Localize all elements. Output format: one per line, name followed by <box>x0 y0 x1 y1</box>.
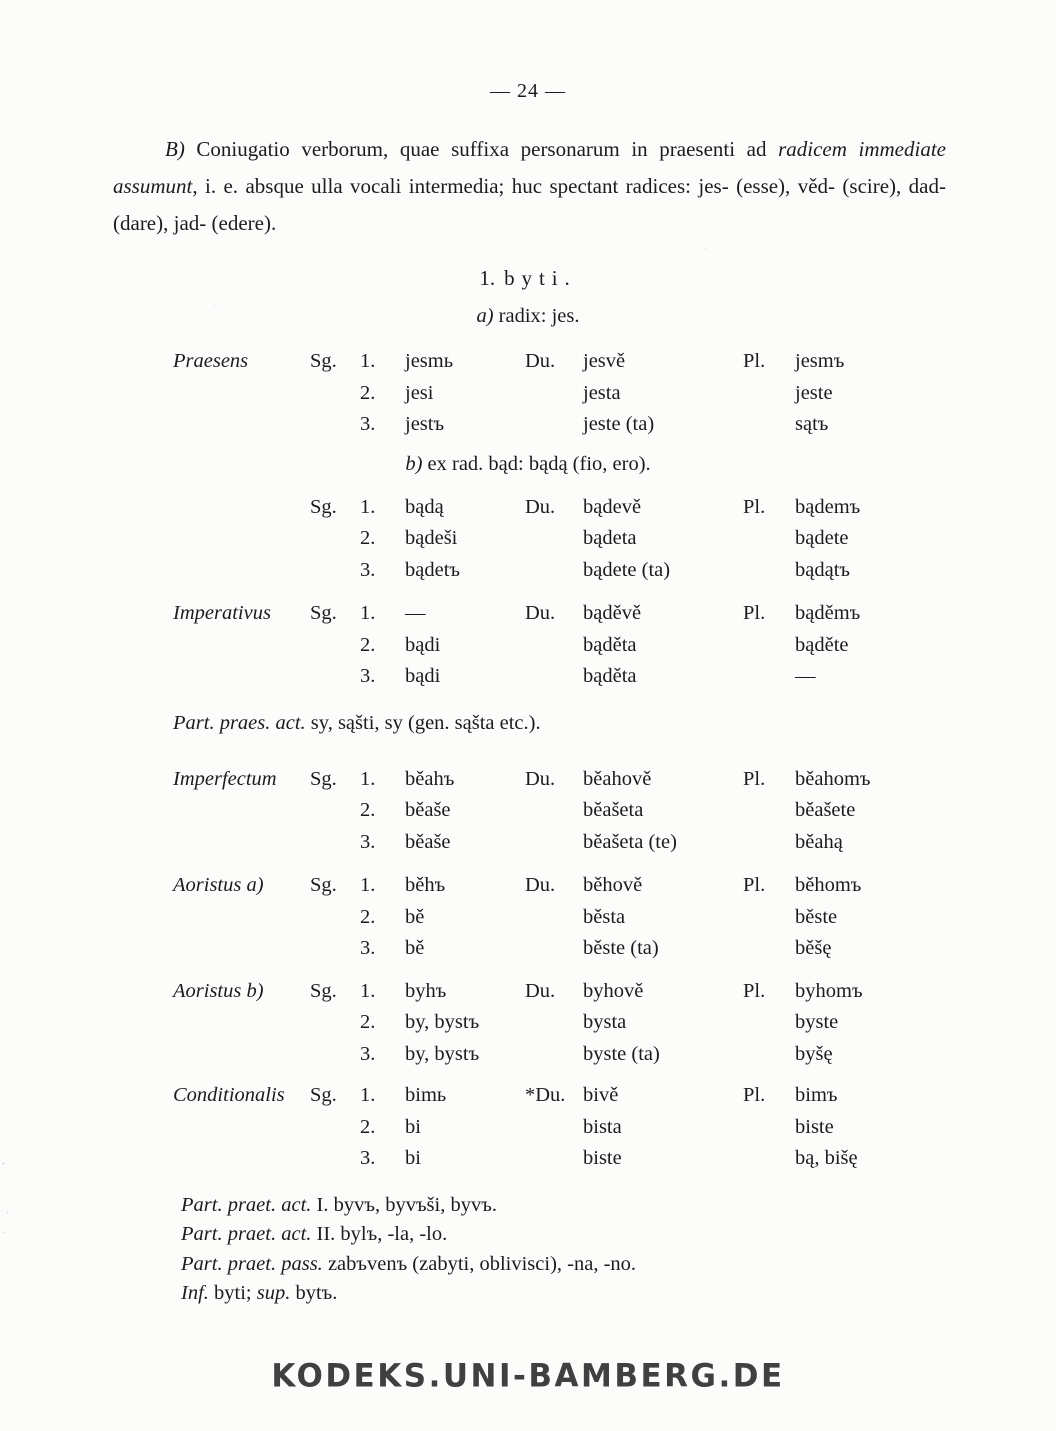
intro-lead: B) <box>165 137 185 161</box>
sup-form: bytъ. <box>290 1282 338 1304</box>
person-number: 3. <box>360 558 376 581</box>
person-number: 2. <box>360 799 376 821</box>
paradigm-row <box>173 630 996 662</box>
part-praes-act-forms: sy, sąšti, sy (gen. sąšta etc.). <box>305 711 541 734</box>
paradigm-conditionalis <box>173 1080 996 1175</box>
du-label: Du. <box>525 874 556 896</box>
section-number: 1. <box>479 266 496 290</box>
du-form: jesvě <box>583 350 626 372</box>
du-form: běsta <box>583 905 626 928</box>
person-number: 1. <box>360 874 376 896</box>
intro-paragraph <box>113 131 946 242</box>
du-form: běašeta (te) <box>583 830 677 853</box>
subheading-b-marker: b) <box>405 452 423 475</box>
sg-form: byhъ <box>405 979 447 1002</box>
pl-form: — <box>795 665 816 687</box>
sg-form: běaše <box>405 799 451 821</box>
sg-form: jesmь <box>405 350 454 372</box>
part-praet-act-1-line <box>181 1191 1056 1221</box>
paradigm-row <box>173 902 996 934</box>
participle-block <box>181 1191 1056 1309</box>
sg-form: bi <box>405 1115 421 1138</box>
du-form: běahově <box>583 767 652 790</box>
du-form: bąděvě <box>583 602 642 624</box>
sg-form: by, bystъ <box>405 1042 480 1065</box>
person-number: 3. <box>360 665 376 687</box>
sg-label: Sg. <box>310 602 337 624</box>
subheading-a-text: radix: jes. <box>493 305 580 327</box>
page-number: — 24 — <box>490 80 566 102</box>
du-form: bądevě <box>583 495 642 518</box>
pl-form: běahomъ <box>795 767 871 790</box>
subheading-b <box>0 453 1056 476</box>
pl-form: bą, bišę <box>795 1147 858 1169</box>
part-praet-pass-line <box>181 1250 1056 1280</box>
sg-form: běaše <box>405 830 451 853</box>
du-label: Du. <box>525 602 556 624</box>
paradigm-imperfectum <box>173 764 996 859</box>
paradigm-row <box>173 870 996 902</box>
paradigm-aoristus-a <box>173 870 996 965</box>
subheading-b-text: ex rad. bąd: bądą (fio, ero). <box>422 452 651 475</box>
paradigm-row <box>173 933 996 965</box>
pl-label: Pl. <box>743 350 766 372</box>
pl-label: Pl. <box>743 495 766 518</box>
paradigm-row <box>173 1143 996 1175</box>
person-number: 2. <box>360 905 376 928</box>
pl-form: běahą <box>795 830 843 853</box>
person-number: 3. <box>360 830 376 853</box>
paradigm-row <box>173 795 996 827</box>
part-praet-act-2-label: Part. praet. act. <box>181 1223 312 1245</box>
paradigm-praesens <box>173 346 996 441</box>
person-number: 1. <box>360 495 376 518</box>
paradigm-row <box>173 976 996 1008</box>
tense-label: Imperativus <box>173 602 271 624</box>
du-label: Du. <box>525 495 556 518</box>
intro-text-1: Coniugatio verborum, quae suffixa personarum in praesenti ad <box>184 137 779 161</box>
part-praes-act-label: Part. praes. act. <box>173 711 306 734</box>
paradigm-row <box>173 378 996 410</box>
sg-label: Sg. <box>310 350 337 372</box>
du-form: biste <box>583 1147 622 1169</box>
du-form: jesta <box>583 381 621 404</box>
inf-label: Inf. <box>181 1282 209 1304</box>
sg-form: bimь <box>405 1084 447 1106</box>
sg-label: Sg. <box>310 874 337 896</box>
sg-form: bądą <box>405 495 444 518</box>
paradigm-row <box>173 1039 996 1071</box>
du-form: jeste (ta) <box>583 413 655 435</box>
person-number: 2. <box>360 527 376 549</box>
sg-label: Sg. <box>310 979 337 1002</box>
pl-form: byšę <box>795 1042 833 1065</box>
sg-form: by, bystъ <box>405 1011 480 1033</box>
pl-label: Pl. <box>743 1084 766 1106</box>
du-form: bąděta <box>583 665 637 687</box>
intro-text-2: , i. e. absque ulla vocali intermedia; huc spectant radices: jes- (esse), věd- (scire), dad- (dare), jad- (edere). <box>113 174 946 235</box>
du-form: běašeta <box>583 799 644 821</box>
sg-label: Sg. <box>310 1084 337 1106</box>
tense-label: Praesens <box>173 350 249 372</box>
du-form: bivě <box>583 1084 619 1106</box>
tense-label: Conditionalis <box>173 1084 285 1106</box>
tense-label: Imperfectum <box>173 767 277 790</box>
sg-form: bądi <box>405 665 441 687</box>
paradigm-aoristus-b <box>173 976 996 1071</box>
pl-form: jesmъ <box>795 350 845 372</box>
person-number: 2. <box>360 633 376 656</box>
pl-form: bimъ <box>795 1084 838 1106</box>
part-praet-pass-forms: zabъvenъ (zabyti, oblivisci), -na, -no. <box>322 1252 637 1275</box>
pl-form: běšę <box>795 937 832 959</box>
person-number: 3. <box>360 1042 376 1065</box>
du-form: bista <box>583 1115 622 1138</box>
pl-form: bąděmъ <box>795 602 861 624</box>
inf-form: byti; <box>208 1282 257 1304</box>
sg-form: běhъ <box>405 874 446 896</box>
sg-form: bě <box>405 905 425 928</box>
pl-form: bądete <box>795 527 849 549</box>
pl-form: běste <box>795 905 838 928</box>
sg-form: jesi <box>405 381 434 404</box>
paradigm-row <box>173 827 996 859</box>
pl-form: byhomъ <box>795 979 863 1002</box>
section-title: byti. <box>504 266 577 290</box>
pl-form: sątъ <box>795 413 829 435</box>
pl-form: bąděte <box>795 633 849 656</box>
paradigm-imperativus <box>173 598 996 693</box>
sg-form: bądeši <box>405 527 458 549</box>
du-form: bąděta <box>583 633 637 656</box>
pl-form: běašete <box>795 799 856 821</box>
person-number: 1. <box>360 350 376 372</box>
subheading-a-marker: a) <box>476 305 494 327</box>
pl-form: běhomъ <box>795 874 862 896</box>
sg-label: Sg. <box>310 495 337 518</box>
sg-form: bądi <box>405 633 441 656</box>
sg-label: Sg. <box>310 767 337 790</box>
paradigm-row <box>173 764 996 796</box>
subheading-a <box>0 305 1056 328</box>
footer-watermark: KODEKS.UNI-BAMBERG.DE <box>271 1357 785 1395</box>
pl-form: biste <box>795 1115 834 1138</box>
section-heading-byti <box>0 266 1056 291</box>
person-number: 3. <box>360 413 376 435</box>
du-form: bądeta <box>583 527 637 549</box>
pl-form: byste <box>795 1011 839 1033</box>
intro-italic-phrase: radicem immediate assumunt <box>113 137 946 198</box>
pl-label: Pl. <box>743 602 766 624</box>
pl-label: Pl. <box>743 874 766 896</box>
du-form: byste (ta) <box>583 1042 660 1065</box>
sg-form: běahъ <box>405 767 455 790</box>
paradigm-row <box>173 492 996 524</box>
du-label: Du. <box>525 979 556 1002</box>
du-form: běste (ta) <box>583 937 659 959</box>
person-number: 1. <box>360 767 376 790</box>
person-number: 1. <box>360 1084 376 1106</box>
pl-label: Pl. <box>743 767 766 790</box>
paradigm-row <box>173 555 996 587</box>
pl-form: bądemъ <box>795 495 861 518</box>
pl-form: jeste <box>795 381 833 404</box>
du-form: byhově <box>583 979 644 1002</box>
du-label: Du. <box>525 350 556 372</box>
part-praet-act-2-forms: II. bylъ, -la, -lo. <box>311 1223 448 1245</box>
person-number: 2. <box>360 381 376 404</box>
du-label: *Du. <box>525 1084 566 1106</box>
person-number: 1. <box>360 979 376 1002</box>
du-form: bysta <box>583 1011 627 1033</box>
paradigm-row <box>173 409 996 441</box>
part-praet-act-1-label: Part. praet. act. <box>181 1193 312 1216</box>
person-number: 1. <box>360 602 376 624</box>
paradigm-row <box>173 661 996 693</box>
part-praet-pass-label: Part. praet. pass. <box>181 1252 323 1275</box>
sg-form: bě <box>405 937 425 959</box>
paradigm-row <box>173 346 996 378</box>
sg-form: bądetъ <box>405 558 460 581</box>
du-form: bądete (ta) <box>583 558 671 581</box>
paradigm-row <box>173 1112 996 1144</box>
paradigm-row <box>173 523 996 555</box>
pl-label: Pl. <box>743 979 766 1002</box>
scan-noise <box>0 0 1 1</box>
part-praes-act-line <box>173 709 1056 738</box>
infinitive-line <box>181 1279 1056 1309</box>
du-label: Du. <box>525 767 556 790</box>
person-number: 3. <box>360 1147 376 1169</box>
paradigm-bada <box>173 492 996 587</box>
tense-label <box>173 492 310 524</box>
sg-form: bi <box>405 1147 421 1169</box>
sup-label: sup. <box>256 1282 291 1304</box>
tense-label: Aoristus a) <box>173 874 264 896</box>
part-praet-act-2-line <box>181 1220 1056 1250</box>
tense-label: Aoristus b) <box>173 979 264 1002</box>
person-number: 2. <box>360 1011 376 1033</box>
pl-form: bądątъ <box>795 558 850 581</box>
person-number: 3. <box>360 937 376 959</box>
paradigm-row <box>173 1007 996 1039</box>
sg-form: — <box>405 602 426 624</box>
sg-form: jestъ <box>405 413 445 435</box>
du-form: běhově <box>583 874 643 896</box>
part-praet-act-1-forms: I. byvъ, byvъši, byvъ. <box>311 1193 497 1216</box>
paradigm-row <box>173 598 996 630</box>
person-number: 2. <box>360 1115 376 1138</box>
paradigm-row <box>173 1080 996 1112</box>
